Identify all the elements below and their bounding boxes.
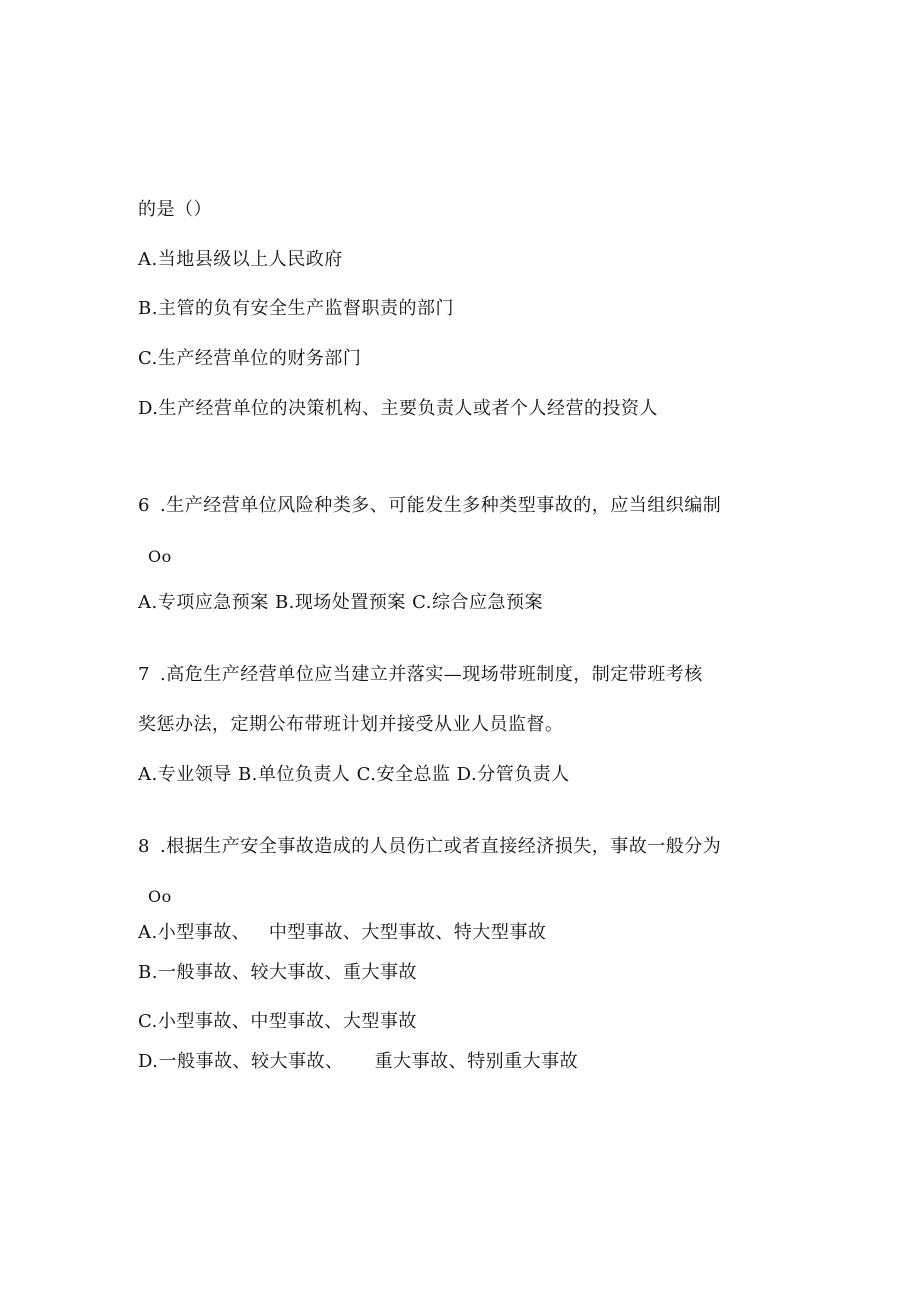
q6-stem-line <box>138 495 721 517</box>
q8-stem: .根据生产安全事故造成的人员伤亡或者直接经济损失，事故一般分为 <box>160 836 722 857</box>
q8-number: 8 <box>138 836 150 857</box>
q8-option-a: A.小型事故、 中型事故、大型事故、特大型事故 <box>138 922 547 943</box>
q5-option-d: D.生产经营单位的决策机构、主要负责人或者个人经营的投资人 <box>138 398 659 419</box>
q6-number: 6 <box>138 495 150 516</box>
q5-option-a: A.当地县级以上人民政府 <box>138 249 343 270</box>
q7-stem-line1 <box>138 664 703 686</box>
q6-options: A.专项应急预案 B.现场处置预案 C.综合应急预案 <box>138 592 543 613</box>
q7-stem-1: .高危生产经营单位应当建立并落实—现场带班制度，制定带班考核 <box>160 664 703 685</box>
q8-option-b: B.一般事故、较大事故、重大事故 <box>138 962 417 983</box>
q5-option-b: B.主管的负有安全生产监督职责的部门 <box>138 298 454 319</box>
q5-stem-tail: 的是（） <box>138 199 212 220</box>
q8-blank: Oo <box>148 887 172 906</box>
q7-stem-line2: 奖惩办法，定期公布带班计划并接受从业人员监督。 <box>138 714 564 735</box>
q6-stem: .生产经营单位风险种类多、可能发生多种类型事故的，应当组织编制 <box>160 495 722 516</box>
q7-options: A.专业领导 B.单位负责人 C.安全总监 D.分管负责人 <box>138 764 570 785</box>
q8-stem-line <box>138 836 721 858</box>
q6-blank: Oo <box>148 547 172 566</box>
q8-option-c: C.小型事故、中型事故、大型事故 <box>138 1011 417 1032</box>
q5-option-c: C.生产经营单位的财务部门 <box>138 348 362 369</box>
q8-option-d: D.一般事故、较大事故、 重大事故、特别重大事故 <box>138 1051 579 1072</box>
q7-number: 7 <box>138 664 150 685</box>
